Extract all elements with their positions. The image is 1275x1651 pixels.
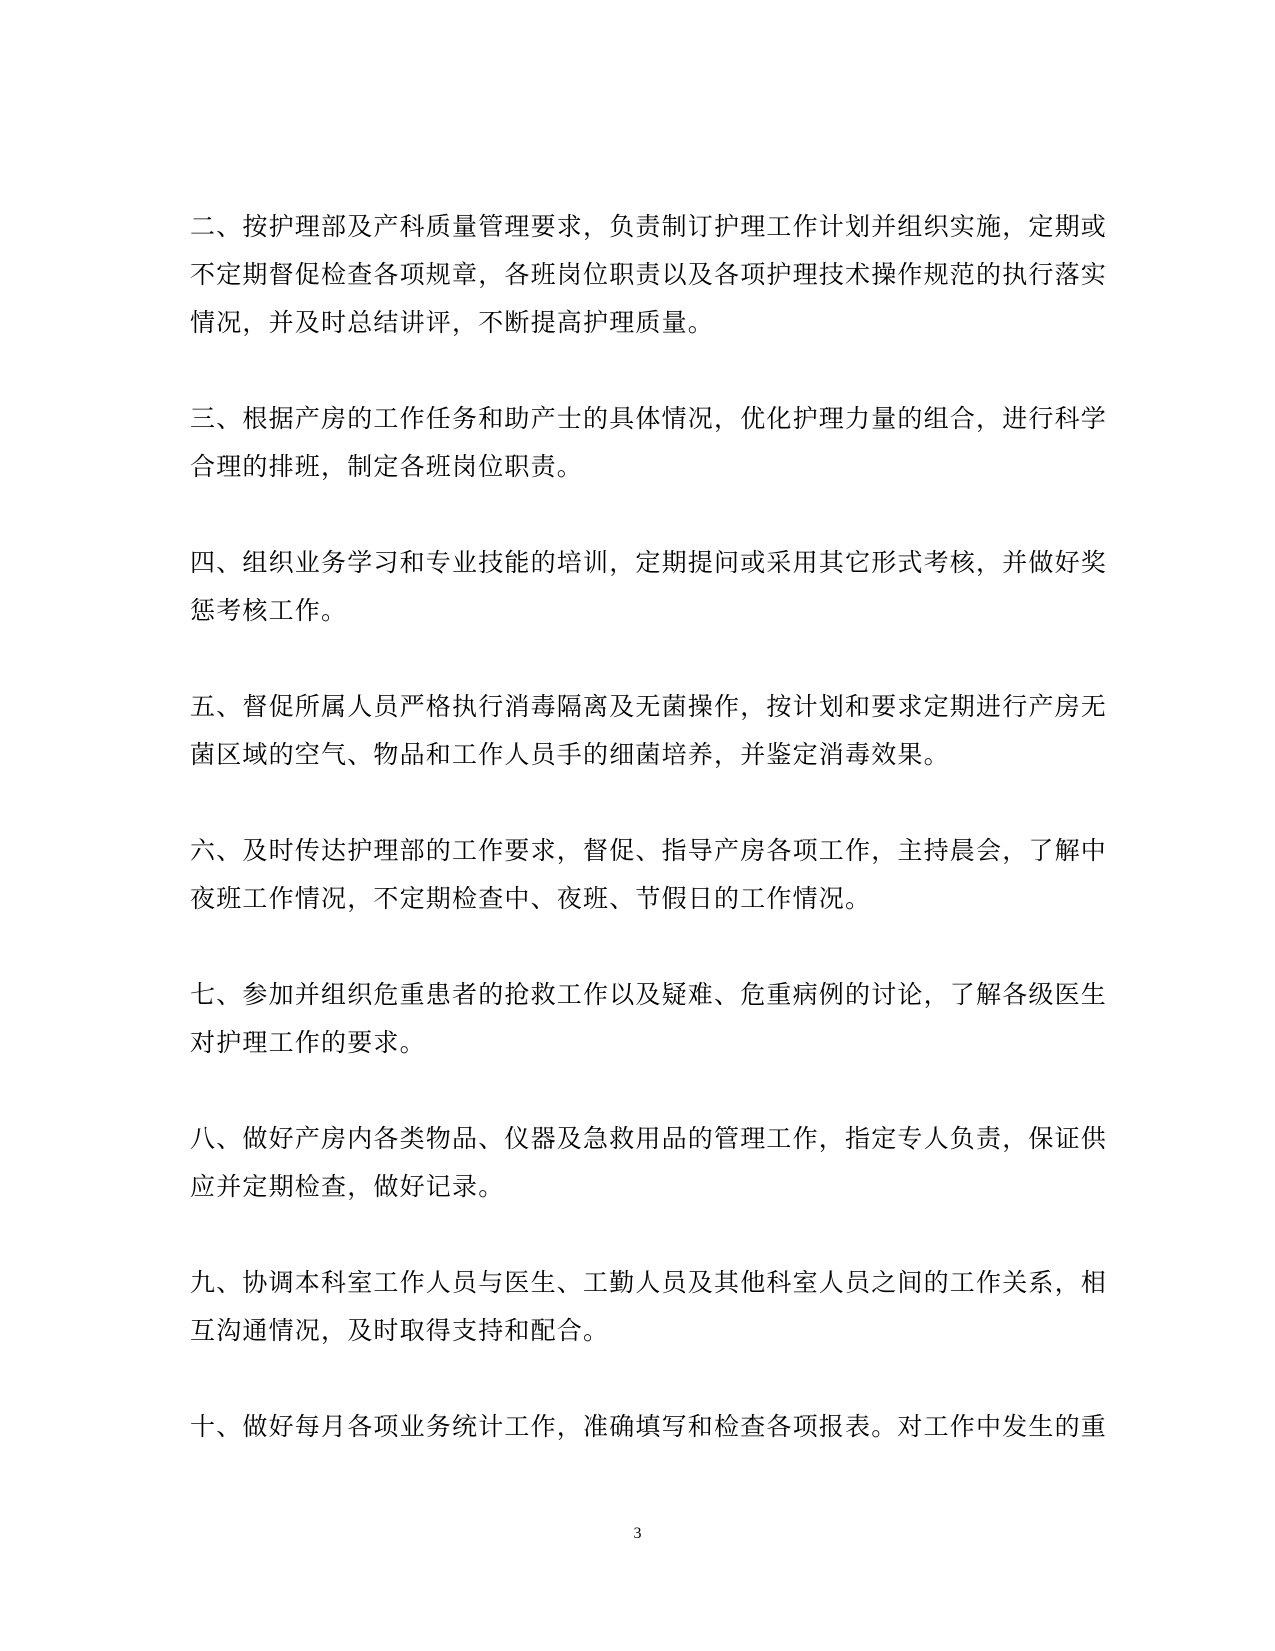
paragraph-7 bbox=[190, 971, 1108, 1067]
paragraph-8 bbox=[190, 1115, 1108, 1211]
text-line: 二、按护理部及产科质量管理要求，负责制订护理工作计划并组织实施，定期或 bbox=[190, 212, 1108, 241]
text-line: 五、督促所属人员严格执行消毒隔离及无菌操作，按计划和要求定期进行产房无 bbox=[190, 692, 1108, 721]
document-body bbox=[190, 203, 1108, 1499]
paragraph-10 bbox=[190, 1403, 1108, 1451]
text-line: 情况，并及时总结讲评，不断提高护理质量。 bbox=[190, 308, 715, 337]
paragraph-2 bbox=[190, 203, 1108, 347]
text-line: 夜班工作情况，不定期检查中、夜班、节假日的工作情况。 bbox=[190, 884, 872, 913]
paragraph-4 bbox=[190, 539, 1108, 635]
paragraph-5 bbox=[190, 683, 1108, 779]
text-line: 十、做好每月各项业务统计工作，准确填写和检查各项报表。对工作中发生的重 bbox=[190, 1412, 1108, 1441]
text-line: 对护理工作的要求。 bbox=[190, 1028, 426, 1057]
paragraph-6 bbox=[190, 827, 1108, 923]
text-line: 合理的排班，制定各班岗位职责。 bbox=[190, 452, 584, 481]
text-line: 四、组织业务学习和专业技能的培训，定期提问或采用其它形式考核，并做好奖 bbox=[190, 548, 1108, 577]
text-line: 不定期督促检查各项规章，各班岗位职责以及各项护理技术操作规范的执行落实 bbox=[190, 260, 1108, 289]
text-line: 八、做好产房内各类物品、仪器及急救用品的管理工作，指定专人负责，保证供 bbox=[190, 1124, 1108, 1153]
paragraph-9 bbox=[190, 1259, 1108, 1355]
paragraph-3 bbox=[190, 395, 1108, 491]
text-line: 六、及时传达护理部的工作要求，督促、指导产房各项工作，主持晨会，了解中 bbox=[190, 836, 1108, 865]
text-line: 三、根据产房的工作任务和助产士的具体情况，优化护理力量的组合，进行科学 bbox=[190, 404, 1108, 433]
text-line: 七、参加并组织危重患者的抢救工作以及疑难、危重病例的讨论，了解各级医生 bbox=[190, 980, 1108, 1009]
text-line: 九、协调本科室工作人员与医生、工勤人员及其他科室人员之间的工作关系，相 bbox=[190, 1268, 1108, 1297]
text-line: 应并定期检查，做好记录。 bbox=[190, 1172, 505, 1201]
text-line: 互沟通情况，及时取得支持和配合。 bbox=[190, 1316, 610, 1345]
page-number: 3 bbox=[633, 1525, 642, 1542]
text-line: 惩考核工作。 bbox=[190, 596, 348, 625]
text-line: 菌区域的空气、物品和工作人员手的细菌培养，并鉴定消毒效果。 bbox=[190, 740, 950, 769]
